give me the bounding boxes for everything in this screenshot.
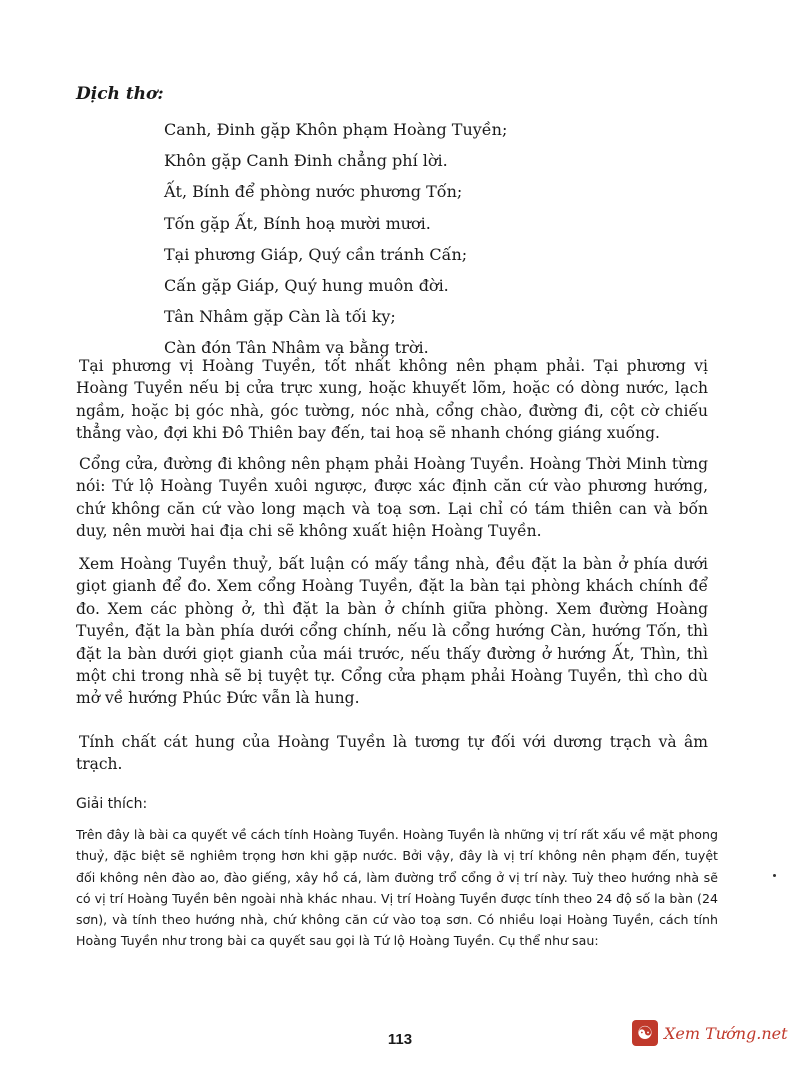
poem-line: Càn đón Tân Nhâm vạ bằng trời. bbox=[164, 338, 429, 358]
body-paragraph: Xem Hoàng Tuyền thuỷ, bất luận có mấy tầng nhà, đều đặt la bàn ở phía dưới giọt gianh để đo. Xem cổng Hoàng Tuyền, đặt la bàn tại phòng khách chính để đo. Xem các phòng ở, thì đặt la bàn ở chính giữa phòng. Xem đường Hoàng Tuyền, đặt la bàn phía dưới cổng chính, nếu là cổng hướng Càn, hướng Tốn, thì đặt la bàn dưới giọt gianh của mái trước, nếu thấy đường ở hướng Ất, Thìn, thì một chi trong nhà sẽ bị tuyệt tự. Cổng cửa phạm phải Hoàng Tuyền, thì cho dù mở về hướng Phúc Đức vẫn là hung. bbox=[76, 555, 708, 708]
body-paragraph: Cổng cửa, đường đi không nên phạm phải Hoàng Tuyền. Hoàng Thời Minh từng nói: Tứ lộ Hoàng Tuyền xuôi ngược, được xác định căn cứ vào phương hướng, chứ không căn cứ vào long mạch và toạ sơn. Lại chỉ có tám thiên can và bốn duy, nên mười hai địa chi sẽ không xuất hiện Hoàng Tuyền. bbox=[76, 455, 708, 541]
section-heading: Dịch thơ: bbox=[76, 84, 164, 104]
poem-line: Tại phương Giáp, Quý cần tránh Cấn; bbox=[164, 244, 468, 264]
page-number: 113 bbox=[387, 1031, 413, 1048]
watermark bbox=[632, 1016, 792, 1050]
explanation-heading: Giải thích: bbox=[76, 796, 148, 812]
poem-line: Tân Nhâm gặp Càn là tối ky; bbox=[164, 307, 396, 327]
body-paragraph: Tính chất cát hung của Hoàng Tuyền là tương tự đối với dương trạch và âm trạch. bbox=[76, 733, 708, 774]
watermark-text: Xem Tướng.net bbox=[664, 1023, 788, 1043]
stray-dot bbox=[773, 874, 776, 877]
explanation-text: Trên đây là bài ca quyết về cách tính Hoàng Tuyền. Hoàng Tuyền là những vị trí rất xấu về mặt phong thuỷ, đặc biệt sẽ nghiêm trọng hơn khi gặp nước. Bởi vậy, đây là vị trí không nên phạm đến, tuyệt đối không nên đào ao, đào giếng, xây hồ cá, làm đường trổ cổng ở vị trí này. Tuỳ theo hướng nhà sẽ có vị trí Hoàng Tuyền bên ngoài nhà khác nhau. Vị trí Hoàng Tuyền được tính theo 24 độ số la bàn (24 sơn), và tính theo hướng nhà, chứ không căn cứ vào toạ sơn. Có nhiều loại Hoàng Tuyền, cách tính Hoàng Tuyền như trong bài ca quyết sau gọi là Tứ lộ Hoàng Tuyền. Cụ thể như sau: bbox=[76, 827, 718, 949]
poem-block bbox=[164, 114, 507, 364]
poem-line: Tốn gặp Ất, Bính hoạ mười mươi. bbox=[164, 213, 431, 233]
poem-line: Ất, Bính để phòng nước phương Tốn; bbox=[164, 182, 463, 202]
yin-yang-icon: ☯ bbox=[632, 1020, 658, 1046]
poem-line: Canh, Đinh gặp Khôn phạm Hoàng Tuyền; bbox=[164, 120, 508, 139]
body-paragraph: Tại phương vị Hoàng Tuyền, tốt nhất không nên phạm phải. Tại phương vị Hoàng Tuyền nếu bị cửa trực xung, hoặc khuyết lõm, hoặc có dòng nước, lạch ngầm, hoặc bị góc nhà, góc tường, nóc nhà, cổng chào, đường đi, cột cờ chiếu thẳng vào, đợi khi Đô Thiên bay đến, tai hoạ sẽ nhanh chóng giáng xuống. bbox=[76, 357, 708, 443]
poem-line: Cấn gặp Giáp, Quý hung muôn đời. bbox=[164, 275, 449, 295]
poem-line: Khôn gặp Canh Đinh chẳng phí lời. bbox=[164, 151, 448, 171]
